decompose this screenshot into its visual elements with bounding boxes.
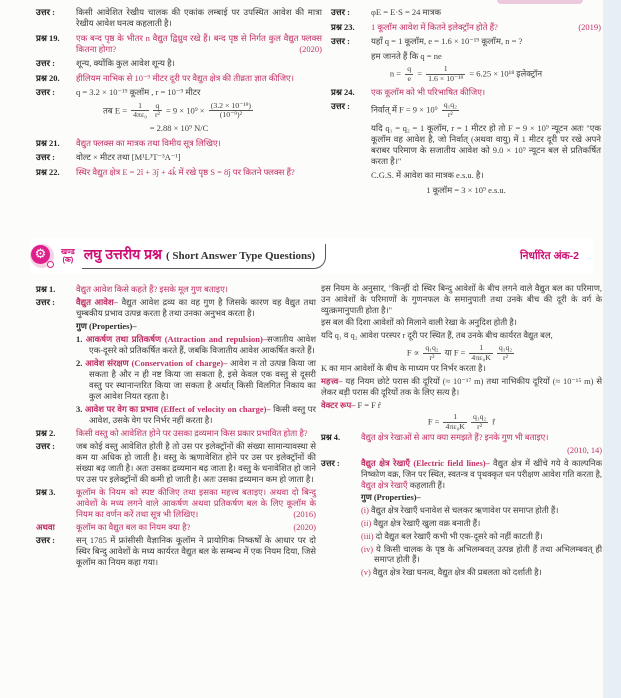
answer-3: उत्तर : सन् 1785 में फ्रांसीसी वैज्ञानिक कूलॉम ने प्रायोगिक निष्कर्षों के आधार पर दो स्थिर बिन्दु आवेशों के मध्य कार्यरत वैद्युत बल के सम्बन्ध में एक नियम दिया, जिसे कूलॉम का नियम कहा गया। [36, 535, 316, 567]
answer-20-formula: तब E = $\frac{1}{\text{4πε₀}}$ $\frac{q}{\text{r²}}$ = 9 × 10⁹ × $\frac{\text{(3.2 × 10⁻¹⁹)}}{\text{(10⁻⁹)²}}$ [103, 100, 251, 120]
question-3-label: प्रश्न 3. [36, 487, 56, 497]
year-tag: (2016) [293, 509, 316, 519]
answer-21-label: उत्तर : [36, 152, 55, 163]
question-4-label: प्रश्न 4. [321, 433, 341, 443]
coulomb-law-setup: यदि q₁ व q₂ आवेश परस्पर r दूरी पर स्थित हैं, तब उनके बीच कार्यरत वैद्युत बल, [321, 331, 553, 341]
question-20: प्रश्न 20. हीलियम नाभिक से 10⁻⁹ मीटर दूरी पर वैद्युत क्षेत्र की तीव्रता ज्ञात कीजिए। [36, 72, 294, 83]
answer-18: उत्तर : किसी आवेशित रेखीय चालक की एकांक लम्बाई पर उपस्थित आवेश की मात्रा रेखीय आवेश घनत्व कहलाती है। [36, 7, 322, 28]
property-conservation: 2. आवेश संरक्षण (Conservation of charge)– आवेश न तो उत्पन्न किया जा सकता है और न ही नष्ट किया जा सकता है, इसे केवल एक वस्तु से दूसरी वस्तु पर स्थानान्तरित किया जा सकता है अर्थात् किसी विलगित निकाय का कुल आवेश नियत रहता है। [76, 358, 316, 401]
properties-heading: गुण (Properties)– [76, 321, 137, 331]
question-21-label: प्रश्न 21. [36, 137, 60, 148]
year-tag: (2019) [578, 21, 601, 32]
answer-4-label: उत्तर : [321, 459, 340, 469]
answer-19-label: उत्तर : [36, 58, 55, 68]
year-tag: (2020) [299, 43, 322, 54]
answer-24-formula-label: उत्तर : [331, 101, 350, 112]
answer-4: उत्तर : वैद्युत क्षेत्र रेखाएँ (Electric field lines)– वैद्युत क्षेत्र में खींचे गये वे काल्पनिक निष्कोण वक्र, जिन पर स्थित, स्वतन्त्र व पृथक्कृत धन परीक्षण आवेश गति करता है, वैद्युत क्षेत्र रेखाएँ कहलाती हैं। [321, 459, 603, 490]
answer-3-label: उत्तर : [36, 535, 55, 545]
coulomb-law-statement: इस नियम के अनुसार, "किन्हीं दो स्थिर बिन्दु आवेशों के बीच लगने वाले वैद्युत बल का परिमाण, उन आवेशों के परिमाणों के गुणनफल के समानुपाती तथा उनके बीच की दूरी के वर्ग के व्युत्क्रमानुपाती होता है।" [321, 284, 602, 315]
coulomb-k-note: K का मान आवेशों के बीच के माध्यम पर निर्भर करता है। [321, 364, 486, 374]
gear-icon: ⚙ [30, 244, 54, 268]
answer-21: उत्तर : वोल्ट × मीटर तथा [M¹L³T⁻³A⁻¹] [36, 152, 181, 163]
field-line-prop-iii: (iii) दो वैद्युत बल रेखाएँ कभी भी एक-दूसरे को नहीं काटती हैं। [361, 531, 543, 541]
question-3-or-label: अथवा [36, 522, 55, 532]
answer-23-calc: n = $\frac{q}{e}$ = $\frac{1}{\text{1.6 × 10⁻¹⁹}}$ = 6.25 × 10¹⁸ इलेक्ट्रॉन [389, 64, 543, 83]
question-1-label: प्रश्न 1. [36, 284, 56, 294]
coulomb-law-direction: इस बल की दिशा आवेशों को मिलाने वाली रेखा के अनुदिश होती है। [321, 318, 517, 328]
answer-23-relation: हम जानते हैं कि q = ne [371, 50, 442, 61]
field-line-properties-heading: गुण (Properties)– [361, 493, 421, 503]
bottom-left-column [36, 284, 316, 570]
answer-2: उत्तर : जब कोई वस्तु आवेशित होती है तो उस पर इलेक्ट्रॉनों की संख्या सामान्यावस्था से कम या अधिक हो जाती है। वस्तु के ऋणावेशित होने पर उस पर इलेक्ट्रॉनों की संख्या बढ़ जाती है। अतः उसका द्रव्यमान बढ़ जाता है। वस्तु के धनावेशित हो जाने पर उस पर इलेक्ट्रॉनों की कमी हो जाती है। अतः उसका द्रव्यमान कम हो जाता है। [36, 441, 316, 484]
question-24-label: प्रश्न 24. [331, 86, 355, 97]
bottom-right-column [321, 284, 602, 581]
section-label-line1: खण्ड [61, 246, 75, 256]
year-tag: (2020) [293, 522, 316, 532]
question-23: प्रश्न 23. 1 कूलॉम आवेश में कितने इलेक्ट्रॉन होते हैं? (2019) [331, 21, 601, 32]
question-3-or: अथवा कूलॉम का वैद्युत बल का नियम क्या है? (2020) [36, 522, 316, 532]
field-line-prop-iv: (iv) ये किसी चालक के पृष्ठ के अभिलम्बवत् उत्पन्न होती हैं तथा अभिलम्बवत् ही समाप्त होती हैं। [361, 544, 603, 565]
vector-form-label: वेक्टर रूप– F = F r̂ [321, 400, 381, 410]
question-4: प्रश्न 4. वैद्युत क्षेत्र रेखाओं से आप क्या समझते हैं? इनके गुण भी बताइए। [321, 433, 549, 443]
question-24: प्रश्न 24. एक कूलॉम को भी परिभाषित कीजिए। [331, 86, 486, 97]
question-22-label: प्रश्न 22. [36, 166, 60, 177]
field-line-prop-v: (v) वैद्युत क्षेत्र रेखा घनत्व, वैद्युत क्षेत्र की प्रबलता को दर्शाती है। [361, 568, 542, 578]
top-pink-sliver [497, 0, 583, 4]
section-title-english: ( Short Answer Type Questions) [165, 249, 316, 262]
answer-20-given-label: उत्तर : [36, 87, 55, 97]
section-title [82, 244, 326, 269]
answer-2-label: उत्तर : [36, 441, 55, 451]
marks-label: निर्धारित अंक-2 [519, 250, 579, 262]
question-19-label: प्रश्न 19. [36, 32, 60, 43]
answer-22: उत्तर : φE = E·S = 24 मात्रक [331, 7, 442, 17]
top-right-column [331, 7, 601, 199]
question-4-years: (2010, 14) [567, 446, 602, 456]
coulomb-importance: महत्त्व– यह नियम छोटे परास की दूरियों (≈ 10⁻¹⁷ m) तथा नाभिकीय दूरियों (≈ 10⁻¹⁵ m) से लेकर बड़ी परास की दूरियों तक के लिए सत्य है। [321, 376, 602, 397]
section-title-hindi: लघु उत्तरीय प्रश्न [83, 245, 162, 262]
coulomb-law-formula: F ∝ $\frac{\text{q₁q₂}}{\text{r²}}$ या F = $\frac{1}{\text{4πε₀K}}$ $\frac{\text{q₁q₂}}{\text{r²}}$ [406, 342, 513, 362]
answer-1-label: उत्तर : [36, 297, 55, 307]
page-edge-strip [603, 0, 621, 698]
field-line-prop-ii: (ii) वैद्युत क्षेत्र रेखाएँ खुला वक्र बनाती हैं। [361, 519, 481, 528]
vector-form-formula: F = $\frac{1}{\text{4πε₀K}}$ $\frac{\text{q₁q₂}}{\text{r²}}$ r̂ [427, 412, 496, 431]
answer-22-label: उत्तर : [331, 7, 350, 17]
property-velocity: 3. आवेश पर वेग का प्रभाव (Effect of velocity on charge)– किसी वस्तु पर आवेश, उसके वेग पर निर्भर नहीं करता है। [76, 404, 316, 425]
answer-24-cgs: C.G.S. में आवेश का मात्रक e.s.u. है। [371, 170, 484, 181]
answer-24-formula: उत्तर : निर्वात् में F = 9 × 10⁹ $\frac{\text{q₁q₂}}{\text{r²}}$ [331, 100, 457, 119]
question-20-label: प्रश्न 20. [36, 72, 60, 83]
answer-1: उत्तर : वैद्युत आवेश– वैद्युत आवेश द्रव्य का वह गुण है जिसके कारण वह वैद्युत तथा चुम्बकीय प्रभाव उत्पन्न करता है तथा उनका अनुभव करता है। [36, 297, 316, 318]
answer-23-given-label: उत्तर : [331, 36, 350, 46]
question-21: प्रश्न 21. वैद्युत फ्लक्स का मात्रक तथा विमीय सूत्र लिखिए। [36, 137, 221, 148]
top-left-column [36, 7, 322, 181]
field-line-prop-i: (i) वैद्युत क्षेत्र रेखाएँ धनावेश से चलकर ऋणावेश पर समाप्त होती हैं। [361, 506, 559, 516]
section-header-band [30, 238, 593, 274]
question-19: प्रश्न 19. एक बन्द पृष्ठ के भीतर n वैद्युत द्विध्रुव रखे हैं। बन्द पृष्ठ से निर्गत कुल वैद्युत फ्लक्स कितना होगा? (2020) [36, 32, 322, 54]
question-2-label: प्रश्न 2. [36, 428, 56, 438]
question-3: प्रश्न 3. कूलॉम के नियम को स्पष्ट कीजिए तथा इसका महत्त्व बताइए। अथवा दो बिन्दु आवेशों के मध्य लगने वाले आकर्षण अथवा प्रतिकर्षण बल के लिए कूलॉम के नियम का वर्णन करें तथा सूत्र भी लिखिए। (2016) [36, 487, 316, 519]
section-label [61, 248, 75, 265]
answer-23-given: उत्तर : यहाँ q = 1 कूलॉम, e = 1.6 × 10⁻¹⁹ कूलॉम, n = ? [331, 36, 523, 46]
answer-20-given: उत्तर : q = 3.2 × 10⁻¹⁹ कूलॉम , r = 10⁻⁹ मीटर [36, 87, 201, 97]
question-22: प्रश्न 22. स्थिर वैद्युत क्षेत्र E = 2î + 3ĵ + 4k̂ में रखे पृष्ठ S = 8ĵ पर कितने फ्लक्स हैं? [36, 166, 295, 177]
question-2: प्रश्न 2. किसी वस्तु को आवेशित होने पर उसका द्रव्यमान किस प्रकार प्रभावित होता है? [36, 428, 308, 438]
answer-20-result: = 2.88 × 10⁹ N/C [149, 123, 209, 134]
answer-18-label: उत्तर : [36, 7, 55, 17]
property-attraction: 1. आकर्षण तथा प्रतिकर्षण (Attraction and repulsion)–सजातीय आवेश एक-दूसरे को प्रतिकर्षित करते हैं, जबकि विजातीय आवेश आकर्षित करते हैं। [76, 334, 316, 355]
section-label-line2: (क) [62, 255, 74, 264]
question-1: प्रश्न 1. वैद्युत आवेश किसे कहते हैं? इसके मूल गुण बताइए। [36, 284, 228, 294]
answer-19: उत्तर : शून्य, क्योंकि कुल आवेश शून्य है। [36, 58, 175, 68]
question-23-label: प्रश्न 23. [331, 21, 355, 32]
answer-24-body: यदि q₁ = q₂ = 1 कूलॉम, r = 1 मीटर हो तो F = 9 × 10⁹ न्यूटन अतः "एक कूलॉम वह आवेश है, जो निर्वात् (अथवा वायु) में 1 मीटर दूरी पर रखे अपने बराबर परिमाण के सजातीय आवेश को 9.0 × 10⁹ न्यूटन बल से प्रतिकर्षित करता है।" [371, 122, 601, 166]
answer-24-esu: 1 कूलॉम = 3 × 10⁹ e.s.u. [426, 184, 506, 195]
